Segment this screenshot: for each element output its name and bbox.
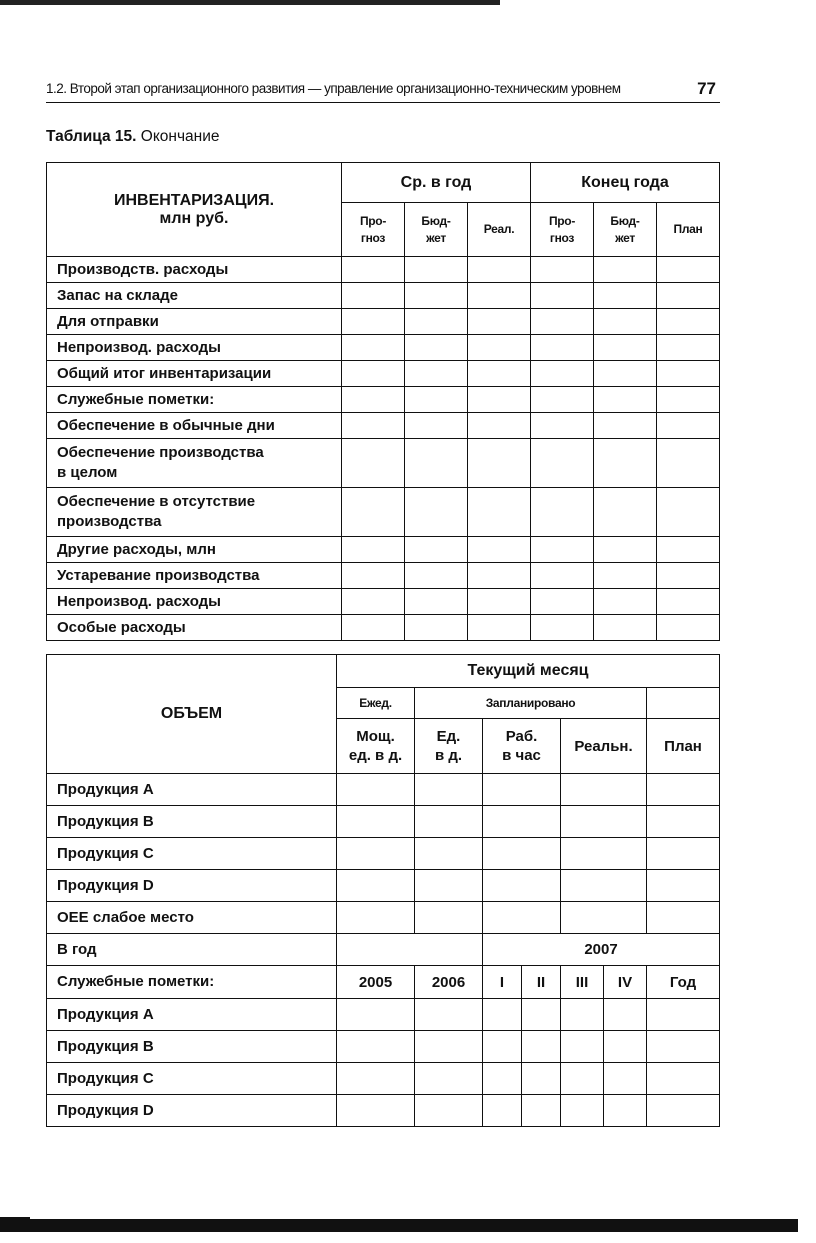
row-label-line: Служебные пометки: xyxy=(57,390,215,408)
column-header xyxy=(342,203,405,257)
empty-cell xyxy=(657,537,720,563)
table-row xyxy=(47,563,720,589)
row-label-line: Непроизвод. расходы xyxy=(57,592,221,610)
empty-cell xyxy=(594,257,657,283)
table-row xyxy=(47,335,720,361)
empty-cell xyxy=(337,806,415,838)
empty-cell xyxy=(337,1095,415,1127)
row-label-line: Общий итог инвентаризации xyxy=(57,364,272,382)
empty-cell xyxy=(647,774,720,806)
empty-cell xyxy=(342,257,405,283)
empty-cell xyxy=(522,1095,561,1127)
subgroup-planned: Запланировано xyxy=(415,688,647,719)
empty-cell xyxy=(594,387,657,413)
row-label-line: Запас на складе xyxy=(57,286,178,304)
empty-cell xyxy=(468,361,531,387)
empty-cell xyxy=(405,413,468,439)
empty-cell xyxy=(647,806,720,838)
empty-cell xyxy=(594,413,657,439)
empty-cell xyxy=(657,309,720,335)
empty-cell xyxy=(594,361,657,387)
empty-cell xyxy=(531,563,594,589)
empty-cell xyxy=(561,902,647,934)
row-label: Продукция C xyxy=(47,1063,337,1095)
empty-cell xyxy=(468,537,531,563)
caption-text: Окончание xyxy=(136,128,220,145)
empty-cell xyxy=(657,387,720,413)
empty-cell xyxy=(342,615,405,641)
empty-cell xyxy=(604,1063,647,1095)
empty-cell xyxy=(594,615,657,641)
row-label xyxy=(47,589,342,615)
empty-cell xyxy=(405,335,468,361)
empty-cell xyxy=(415,838,483,870)
period-cell: Год xyxy=(647,966,720,999)
group-header-current-month: Текущий месяц xyxy=(337,655,720,688)
table-row xyxy=(47,309,720,335)
empty-cell xyxy=(342,309,405,335)
caption-label: Таблица 15. xyxy=(46,128,137,145)
row-label: Продукция A xyxy=(47,774,337,806)
table-row xyxy=(47,934,720,966)
empty-cell xyxy=(415,870,483,902)
table-row xyxy=(47,257,720,283)
table-row xyxy=(47,1063,720,1095)
column-header-line: Реальн. xyxy=(574,737,633,755)
table-row xyxy=(47,413,720,439)
column-header-line: Бюд- xyxy=(610,213,640,228)
row-label-line: Производств. расходы xyxy=(57,260,229,278)
empty-cell xyxy=(468,615,531,641)
row-label-line: Обеспечение производства xyxy=(57,444,264,461)
empty-cell xyxy=(647,838,720,870)
column-header xyxy=(647,719,720,774)
column-header-line: ед. в д. xyxy=(348,747,403,764)
empty-cell xyxy=(415,902,483,934)
empty-cell xyxy=(483,999,522,1031)
row-label: Продукция A xyxy=(47,999,337,1031)
empty-cell xyxy=(483,774,561,806)
empty-cell xyxy=(604,999,647,1031)
empty-cell xyxy=(483,838,561,870)
table-row xyxy=(47,361,720,387)
column-header xyxy=(561,719,647,774)
empty-cell xyxy=(531,615,594,641)
empty-cell xyxy=(342,387,405,413)
table-row xyxy=(47,838,720,870)
empty-cell xyxy=(337,838,415,870)
row-label xyxy=(47,361,342,387)
table-row xyxy=(47,1095,720,1127)
empty-cell xyxy=(405,537,468,563)
row-label-line: Обеспечение в отсутствие xyxy=(57,493,256,510)
column-header-line: жет xyxy=(426,230,446,245)
empty-cell xyxy=(468,335,531,361)
table-row xyxy=(47,774,720,806)
empty-cell xyxy=(415,999,483,1031)
row-label: OEE слабое место xyxy=(47,902,337,934)
column-header xyxy=(468,203,531,257)
column-header xyxy=(531,203,594,257)
table-row xyxy=(47,537,720,563)
empty-cell xyxy=(647,870,720,902)
empty-cell xyxy=(522,1031,561,1063)
corner-line: ИНВЕНТАРИЗАЦИЯ. xyxy=(113,191,275,209)
empty-cell xyxy=(337,999,415,1031)
row-label: Продукция C xyxy=(47,838,337,870)
column-header-line: в час xyxy=(502,747,541,764)
table-caption xyxy=(46,128,220,146)
subgroup-daily: Ежед. xyxy=(337,688,415,719)
running-header xyxy=(46,80,720,103)
page-number: 77 xyxy=(697,79,716,98)
table-row xyxy=(47,1031,720,1063)
empty-cell xyxy=(657,589,720,615)
column-header-line: в д. xyxy=(434,747,463,764)
column-header xyxy=(405,203,468,257)
scan-edge-bottom xyxy=(0,1219,798,1232)
column-header-line: Про- xyxy=(548,213,576,228)
row-label-line: Другие расходы, млн xyxy=(57,540,216,558)
row-label xyxy=(47,488,342,537)
empty-cell xyxy=(657,563,720,589)
year-cell: 2007 xyxy=(483,934,720,966)
row-label: Продукция B xyxy=(47,1031,337,1063)
empty-cell xyxy=(342,335,405,361)
row-label-line: в целом xyxy=(57,464,118,481)
empty-cell xyxy=(405,361,468,387)
empty-cell xyxy=(604,1095,647,1127)
empty-cell xyxy=(337,902,415,934)
table-row xyxy=(47,966,720,999)
empty-cell xyxy=(405,309,468,335)
row-label-line: Непроизвод. расходы xyxy=(57,338,221,356)
empty-cell xyxy=(561,806,647,838)
row-label xyxy=(47,335,342,361)
period-cell: IV xyxy=(604,966,647,999)
empty-cell xyxy=(531,309,594,335)
table-row xyxy=(47,589,720,615)
column-header-line: Ед. xyxy=(436,728,461,745)
column-header xyxy=(337,719,415,774)
empty-cell xyxy=(405,488,468,537)
empty-cell xyxy=(468,257,531,283)
empty-cell xyxy=(337,1031,415,1063)
column-header-line: жет xyxy=(615,230,635,245)
table-row xyxy=(47,283,720,309)
empty-cell xyxy=(483,1031,522,1063)
row-label: Продукция B xyxy=(47,806,337,838)
empty-cell xyxy=(561,999,604,1031)
empty-cell xyxy=(483,870,561,902)
row-label: В год xyxy=(47,934,337,966)
row-label: Продукция D xyxy=(47,870,337,902)
empty-cell xyxy=(594,309,657,335)
empty-cell xyxy=(657,257,720,283)
empty-cell xyxy=(561,1031,604,1063)
running-title: 1.2. Второй этап организационного развития — управление организационно-техническим уровнем xyxy=(46,81,621,96)
empty-cell xyxy=(522,1063,561,1095)
empty-cell xyxy=(468,488,531,537)
empty-cell xyxy=(405,283,468,309)
inventory-corner-header xyxy=(47,163,342,257)
column-header xyxy=(483,719,561,774)
empty-cell xyxy=(531,361,594,387)
row-label xyxy=(47,615,342,641)
column-header-line: Мощ. xyxy=(356,728,395,745)
empty-cell xyxy=(647,999,720,1031)
table-row xyxy=(47,999,720,1031)
empty-cell xyxy=(647,688,720,719)
row-label xyxy=(47,309,342,335)
empty-cell xyxy=(594,283,657,309)
row-label-line: Для отправки xyxy=(57,312,159,330)
row-label xyxy=(47,257,342,283)
empty-cell xyxy=(342,563,405,589)
empty-cell xyxy=(594,563,657,589)
empty-cell xyxy=(468,283,531,309)
empty-cell xyxy=(405,589,468,615)
empty-cell xyxy=(342,361,405,387)
empty-cell xyxy=(531,488,594,537)
column-header-line: План xyxy=(664,737,702,755)
empty-cell xyxy=(342,589,405,615)
row-label: Продукция D xyxy=(47,1095,337,1127)
column-header-line: гноз xyxy=(549,230,575,245)
column-header xyxy=(415,719,483,774)
empty-cell xyxy=(531,283,594,309)
row-label xyxy=(47,387,342,413)
empty-cell xyxy=(657,615,720,641)
column-header-line: гноз xyxy=(360,230,386,245)
empty-cell xyxy=(647,1095,720,1127)
row-label-line: Обеспечение в обычные дни xyxy=(57,416,275,434)
period-cell: II xyxy=(522,966,561,999)
empty-cell xyxy=(405,387,468,413)
period-cell: III xyxy=(561,966,604,999)
empty-cell xyxy=(342,413,405,439)
empty-cell xyxy=(561,838,647,870)
empty-cell xyxy=(468,413,531,439)
empty-cell xyxy=(657,488,720,537)
empty-cell xyxy=(468,589,531,615)
empty-cell xyxy=(468,563,531,589)
empty-cell xyxy=(657,335,720,361)
column-header-line: План xyxy=(673,222,703,236)
empty-cell xyxy=(342,488,405,537)
empty-cell xyxy=(405,563,468,589)
corner-line: млн руб. xyxy=(159,209,229,227)
table-row xyxy=(47,439,720,488)
empty-cell xyxy=(531,413,594,439)
empty-cell xyxy=(415,806,483,838)
inventory-table xyxy=(46,162,720,641)
row-label xyxy=(47,283,342,309)
empty-cell xyxy=(561,774,647,806)
column-header xyxy=(657,203,720,257)
table-row xyxy=(47,488,720,537)
period-cell: I xyxy=(483,966,522,999)
empty-cell xyxy=(405,439,468,488)
period-cell: 2006 xyxy=(415,966,483,999)
empty-cell xyxy=(531,589,594,615)
empty-cell xyxy=(342,537,405,563)
empty-cell xyxy=(594,589,657,615)
volume-corner-header: ОБЪЕМ xyxy=(47,655,337,774)
group-header-year-end: Конец года xyxy=(531,163,720,203)
row-label xyxy=(47,413,342,439)
empty-cell xyxy=(531,257,594,283)
group-header-avg-year: Ср. в год xyxy=(342,163,531,203)
empty-cell xyxy=(342,283,405,309)
row-label-line: Устаревание производства xyxy=(57,566,260,584)
empty-cell xyxy=(337,934,483,966)
empty-cell xyxy=(657,439,720,488)
empty-cell xyxy=(468,439,531,488)
empty-cell xyxy=(337,870,415,902)
column-header-line: Про- xyxy=(359,213,387,228)
row-label xyxy=(47,563,342,589)
empty-cell xyxy=(415,1063,483,1095)
empty-cell xyxy=(483,902,561,934)
row-label xyxy=(47,537,342,563)
empty-cell xyxy=(531,387,594,413)
table-row xyxy=(47,870,720,902)
empty-cell xyxy=(405,257,468,283)
empty-cell xyxy=(337,774,415,806)
column-header-line: Реал. xyxy=(483,222,515,236)
table-row xyxy=(47,615,720,641)
table-row xyxy=(47,806,720,838)
empty-cell xyxy=(468,309,531,335)
table-row xyxy=(47,902,720,934)
empty-cell xyxy=(468,387,531,413)
empty-cell xyxy=(657,361,720,387)
empty-cell xyxy=(647,902,720,934)
empty-cell xyxy=(522,999,561,1031)
empty-cell xyxy=(531,335,594,361)
row-label xyxy=(47,439,342,488)
period-cell: 2005 xyxy=(337,966,415,999)
row-label: Служебные пометки: xyxy=(47,966,337,999)
empty-cell xyxy=(657,413,720,439)
empty-cell xyxy=(561,1063,604,1095)
empty-cell xyxy=(594,439,657,488)
column-header-line: Бюд- xyxy=(421,213,451,228)
empty-cell xyxy=(561,1095,604,1127)
empty-cell xyxy=(604,1031,647,1063)
empty-cell xyxy=(342,439,405,488)
empty-cell xyxy=(561,870,647,902)
empty-cell xyxy=(415,1031,483,1063)
empty-cell xyxy=(594,335,657,361)
empty-cell xyxy=(531,537,594,563)
empty-cell xyxy=(337,1063,415,1095)
empty-cell xyxy=(657,283,720,309)
empty-cell xyxy=(531,439,594,488)
row-label-line: производства xyxy=(57,513,162,530)
empty-cell xyxy=(647,1063,720,1095)
empty-cell xyxy=(483,1063,522,1095)
empty-cell xyxy=(594,537,657,563)
empty-cell xyxy=(415,774,483,806)
volume-table xyxy=(46,654,720,1127)
scan-edge-top xyxy=(0,0,500,5)
empty-cell xyxy=(483,1095,522,1127)
empty-cell xyxy=(483,806,561,838)
table-row xyxy=(47,387,720,413)
column-header-line: Раб. xyxy=(505,728,538,745)
empty-cell xyxy=(594,488,657,537)
column-header xyxy=(594,203,657,257)
empty-cell xyxy=(415,1095,483,1127)
empty-cell xyxy=(405,615,468,641)
row-label-line: Особые расходы xyxy=(57,618,186,636)
empty-cell xyxy=(647,1031,720,1063)
